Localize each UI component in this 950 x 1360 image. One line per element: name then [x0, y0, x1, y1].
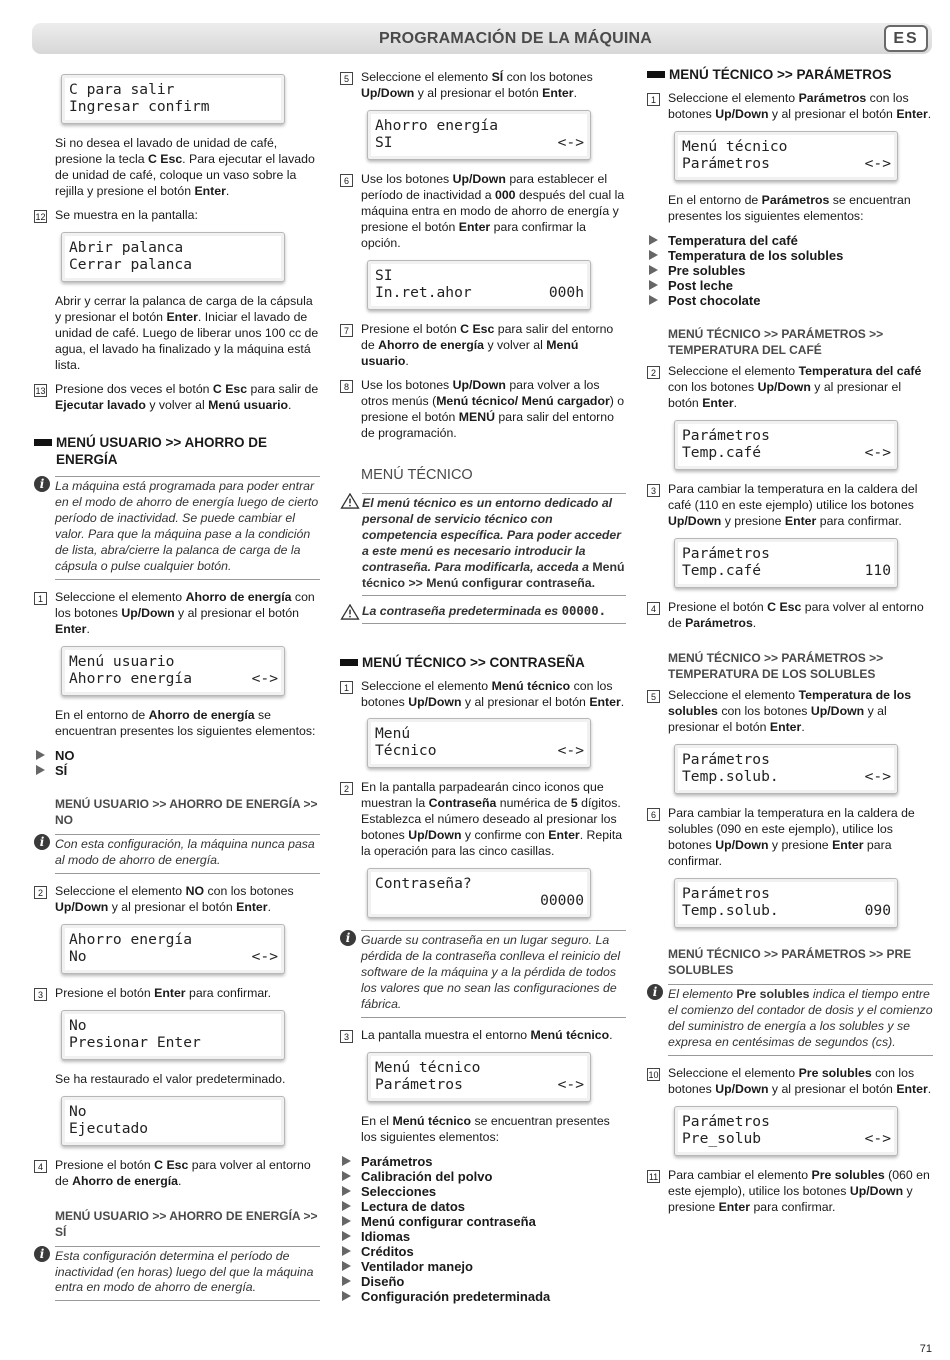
step-text: Seleccione el elemento Ahorro de energía con los botones Up/Down y al presionar el botón Enter. [55, 589, 315, 636]
info-icon: i [647, 984, 663, 1000]
lcd-line: Ahorro energía [69, 930, 193, 948]
heading-square-icon [340, 659, 358, 666]
step-number: 5 [647, 690, 660, 703]
step-3 [647, 482, 933, 530]
step-text: Presione el botón Enter para confirmar. [55, 985, 272, 1000]
lcd-display [61, 1010, 285, 1060]
step-number: 7 [340, 324, 353, 337]
paragraph: En el entorno de Parámetros se encuentran presentes los siguientes elementos: [668, 192, 911, 223]
sub-heading: MENÚ TÉCNICO >> PARÁMETROS >> PRE SOLUBLES [668, 946, 912, 977]
bullet-item: Temperatura de los solubles [647, 248, 933, 263]
step-number: 4 [647, 602, 660, 615]
lcd-line: SI <-> [375, 133, 584, 151]
step-text: Use los botones Up/Down para establecer el período de inactividad a 000 después del cual la máquina entra en modo de ahorro de energía y presione el botón Enter para confirmar la opción. [361, 171, 625, 250]
bullet-list [647, 233, 933, 308]
step-12 [34, 208, 320, 224]
lcd-line: Temp.solub. 090 [682, 901, 891, 919]
lcd-display [367, 260, 591, 310]
step-text: Para cambiar el elemento Pre solubles (060 en este ejemplo), utilice los botones Up/Down y presione Enter para confirmar. [668, 1167, 930, 1214]
warning-text: La contraseña predeterminada es 00000. [362, 604, 626, 624]
info-note [34, 1246, 320, 1302]
bullet-item: Calibración del polvo [340, 1169, 626, 1184]
section-heading: MENÚ USUARIO >> AHORRO DE ENERGÍA [34, 434, 320, 468]
warning-note [340, 604, 626, 624]
lcd-display [674, 744, 898, 794]
bullet-item: Ventilador manejo [340, 1259, 626, 1274]
step-text: Para cambiar la temperatura en la caldera del café (110 en este ejemplo) utilice los botones Up/Down y presione Enter para confirmar. [668, 481, 918, 528]
lcd-line: Contraseña? [375, 875, 472, 893]
lcd-display [674, 878, 898, 928]
step-2 [340, 780, 626, 860]
step-text: Seleccione el elemento Pre solubles con los botones Up/Down y al presionar el botón Enter. [668, 1065, 932, 1096]
step-text: Se muestra en la pantalla: [55, 207, 198, 222]
warning-icon [340, 604, 360, 620]
step-text: Presione el botón C Esc para salir del entorno de Ahorro de energía y volver al Menú usuario. [361, 321, 614, 368]
bullet-item: Parámetros [340, 1154, 626, 1169]
lcd-display [674, 131, 898, 181]
step-text: Seleccione el elemento Menú técnico con los botones Up/Down y al presionar el botón Enter. [361, 678, 625, 709]
info-note [34, 834, 320, 874]
bullet-item: Créditos [340, 1244, 626, 1259]
step-number: 3 [647, 484, 660, 497]
lcd-line: Parámetros [682, 884, 770, 902]
column-3 [647, 67, 933, 1224]
step-7 [340, 322, 626, 370]
paragraph: En el Menú técnico se encuentran presentes los siguientes elementos: [361, 1114, 610, 1145]
column-2 [340, 70, 626, 1318]
step-number: 2 [647, 366, 660, 379]
lcd-line: Temp.solub. <-> [682, 767, 891, 785]
lcd-line: Parámetros <-> [375, 1076, 584, 1094]
info-text: El elemento Pre solubles indica el tiempo entre el comienzo del contador de dosis y el comienzo del suministro de energía a los solubles y se expresa en centésimas de segundos (cs). [668, 984, 933, 1056]
lcd-line: No [69, 1016, 87, 1034]
bullet-item: Configuración predeterminada [340, 1289, 626, 1304]
step-number: 1 [340, 681, 353, 694]
step-text: Seleccione el elemento Parámetros con los botones Up/Down y al presionar el botón Enter. [668, 91, 932, 121]
section-title: MENÚ TÉCNICO [361, 466, 473, 483]
lcd-display [674, 1106, 898, 1156]
paragraph: Si no desea el lavado de unidad de café, presione la tecla C Esc. Para ejecutar el lavado de unidad de café, coloque un vaso sobre la rejilla y presione el botón Enter. [55, 136, 315, 198]
info-text: Guarde su contraseña en un lugar seguro. La pérdida de la contraseña conlleva el reinicio del software de la máquina y a la pérdida de todos los valores que no sean las configuraciones de fábrica. [361, 930, 626, 1018]
lcd-line: Ejecutado [69, 1119, 149, 1137]
step-text: Presione el botón C Esc para volver al entorno de Ahorro de energía. [55, 1157, 311, 1188]
info-text: La máquina está programada para poder entrar en el modo de ahorro de energía luego de cierto período de inactividad. Se puede cambiar el valor. Para que la máquina pase a la condición de lista, abra/cierre la palanca de carga de la cápsula o pulse cualquier botón. [55, 476, 320, 580]
sub-heading: MENÚ TÉCNICO >> PARÁMETROS >> TEMPERATURA DE LOS SOLUBLES [668, 650, 884, 681]
bullet-item: NO [34, 748, 320, 763]
step-text: Use los botones Up/Down para volver a los otros menús (Menú técnico/ Menú cargador) o presione el botón MENÚ para salir del entorno de programación. [361, 377, 625, 440]
step-1 [340, 679, 626, 711]
bullet-item: Pre solubles [647, 263, 933, 278]
sub-heading: MENÚ USUARIO >> AHORRO DE ENERGÍA >> SÍ [55, 1208, 318, 1239]
step-text: Presione dos veces el botón C Esc para salir de Ejecutar lavado y volver al Menú usuario. [55, 381, 319, 412]
lcd-line: Temp.café 110 [682, 561, 891, 579]
lcd-line: SI [375, 266, 393, 284]
step-4 [34, 1158, 320, 1190]
bullet-item: Idiomas [340, 1229, 626, 1244]
lcd-display [367, 110, 591, 160]
lcd-line: Menú [375, 725, 411, 743]
lcd-line: Ahorro energía <-> [69, 669, 278, 687]
page-number: 71 [919, 1343, 932, 1355]
step-8 [340, 378, 626, 442]
lcd-line: Menú técnico [682, 137, 788, 155]
step-3 [340, 1028, 626, 1044]
step-number: 8 [340, 380, 353, 393]
lcd-display [61, 74, 285, 124]
info-icon: i [34, 476, 50, 492]
step-text: Seleccione el elemento SÍ con los botones Up/Down y al presionar el botón Enter. [361, 70, 593, 100]
step-number: 6 [647, 808, 660, 821]
lcd-line: Temp.café <-> [682, 443, 891, 461]
step-number: 11 [648, 1171, 659, 1182]
section-heading: MENÚ TÉCNICO >> PARÁMETROS [647, 66, 933, 83]
lcd-display [61, 646, 285, 696]
step-3 [34, 986, 320, 1002]
lcd-line: No <-> [69, 947, 278, 965]
lcd-line: Menú técnico [375, 1059, 481, 1077]
bullet-item: Diseño [340, 1274, 626, 1289]
lcd-line: Parámetros [682, 750, 770, 768]
bullet-list [340, 1154, 626, 1304]
step-text: Para cambiar la temperatura en la caldera de solubles (090 en este ejemplo), utilice los botones Up/Down y presione Enter para confirmar. [668, 805, 915, 868]
lcd-display [674, 420, 898, 470]
step-1 [647, 91, 933, 123]
step-text: Seleccione el elemento NO con los botones Up/Down y al presionar el botón Enter. [55, 883, 294, 914]
info-icon: i [340, 930, 356, 946]
lcd-line: Parámetros [682, 426, 770, 444]
step-13 [34, 382, 320, 414]
info-note [647, 984, 933, 1056]
bullet-item: Selecciones [340, 1184, 626, 1199]
heading-square-icon [647, 71, 665, 78]
info-text: Con esta configuración, la máquina nunca pasa al modo de ahorro de energía. [55, 834, 320, 874]
paragraph: En el entorno de Ahorro de energía se encuentran presentes los siguientes elementos: [55, 707, 316, 738]
step-5 [647, 688, 933, 736]
warning-note [340, 493, 626, 596]
bullet-item: SÍ [34, 763, 320, 778]
step-2 [647, 364, 933, 412]
page-title: PROGRAMACIÓN DE LA MÁQUINA [378, 30, 652, 47]
step-10 [647, 1066, 933, 1098]
sub-heading: MENÚ TÉCNICO >> PARÁMETROS >> TEMPERATURA DEL CAFÉ [668, 326, 884, 357]
warning-icon [340, 493, 360, 509]
info-icon: i [34, 834, 50, 850]
step-text: La pantalla muestra el entorno Menú técnico. [361, 1028, 613, 1043]
step-text: Presione el botón C Esc para volver al entorno de Parámetros. [668, 599, 924, 630]
info-note [340, 930, 626, 1018]
lcd-line: Abrir palanca [69, 238, 184, 256]
step-number: 10 [648, 1069, 659, 1080]
lcd-line: Ahorro energía [375, 116, 499, 134]
info-note [34, 476, 320, 580]
page-header [32, 23, 932, 54]
step-number: 1 [34, 592, 47, 605]
step-1 [34, 590, 320, 638]
lcd-display [367, 1052, 591, 1102]
lcd-display [674, 538, 898, 588]
step-number: 5 [340, 72, 353, 85]
step-number: 1 [647, 93, 660, 106]
step-number: 2 [34, 886, 47, 899]
bullet-item: Lectura de datos [340, 1199, 626, 1214]
lcd-line: Menú usuario [69, 652, 175, 670]
step-number: 3 [34, 988, 47, 1001]
heading-square-icon [34, 439, 52, 446]
lcd-display [367, 868, 591, 918]
sub-heading: MENÚ USUARIO >> AHORRO DE ENERGÍA >> NO [55, 796, 318, 827]
lcd-line: Parámetros [682, 544, 770, 562]
lcd-line: 00000 [540, 892, 584, 910]
lcd-line: No [69, 1102, 87, 1120]
lcd-line: In.ret.ahor 000h [375, 283, 584, 301]
lcd-line: Parámetros [682, 1112, 770, 1130]
lcd-line: Técnico <-> [375, 742, 584, 760]
bullet-item: Temperatura del café [647, 233, 933, 248]
paragraph: Abrir y cerrar la palanca de carga de la cápsula y presionar el botón Enter. Iniciar el lavado de unidad de café. Luego de liberar unos 100 cc de agua, el lavado ha finalizado y la máquina está lista. [55, 293, 319, 372]
lcd-line: Parámetros <-> [682, 154, 891, 172]
step-11 [647, 1168, 933, 1216]
step-number: 13 [35, 385, 46, 396]
step-number: 3 [340, 1030, 353, 1043]
bullet-item: Post leche [647, 278, 933, 293]
step-text: Seleccione el elemento Temperatura de los solubles con los botones Up/Down y al presionar el botón Enter. [668, 687, 912, 734]
step-text: En la pantalla parpadearán cinco iconos que muestran la Contraseña numérica de 5 dígitos. Establezca el número deseado al presionar los botones Up/Down y confirme con Enter. Repita la operación para las cinco casillas. [361, 780, 623, 859]
step-number: 6 [340, 174, 353, 187]
step-6 [340, 172, 626, 252]
lcd-display [367, 718, 591, 768]
column-1 [34, 70, 320, 1311]
lcd-line: Ingresar confirm [69, 98, 210, 115]
step-6 [647, 806, 933, 870]
step-number: 2 [340, 782, 353, 795]
step-5 [340, 70, 626, 102]
lcd-line: Cerrar palanca [69, 255, 193, 273]
step-4 [647, 600, 933, 632]
lcd-display [61, 232, 285, 282]
bullet-item: Post chocolate [647, 293, 933, 308]
step-text: Seleccione el elemento Temperatura del café con los botones Up/Down y al presionar el botón Enter. [668, 363, 922, 410]
bullet-item: Menú configurar contraseña [340, 1214, 626, 1229]
warning-text: El menú técnico es un entorno dedicado al personal de servicio técnico con competencia específica. Para poder acceder a este menú es necesario introducir la contraseña. Para modificarla, acceda a Menú técnico >> Menú configurar contraseña. [362, 493, 626, 596]
lcd-display [61, 1096, 285, 1146]
lcd-line: Presionar Enter [69, 1033, 201, 1051]
lcd-line: Pre_solub <-> [682, 1129, 891, 1147]
info-text: Esta configuración determina el período de inactividad (en horas) luego del que la máquina entra en modo de ahorro de energía. [55, 1246, 320, 1302]
paragraph: Se ha restaurado el valor predeterminado. [55, 1071, 286, 1086]
section-heading: MENÚ TÉCNICO >> CONTRASEÑA [340, 654, 626, 671]
bullet-list [34, 748, 320, 778]
language-badge: ES [884, 25, 928, 52]
step-2 [34, 884, 320, 916]
lcd-line: C para salir [69, 81, 175, 98]
step-number: 12 [35, 211, 46, 222]
info-icon: i [34, 1246, 50, 1262]
lcd-display [61, 924, 285, 974]
step-number: 4 [34, 1160, 47, 1173]
